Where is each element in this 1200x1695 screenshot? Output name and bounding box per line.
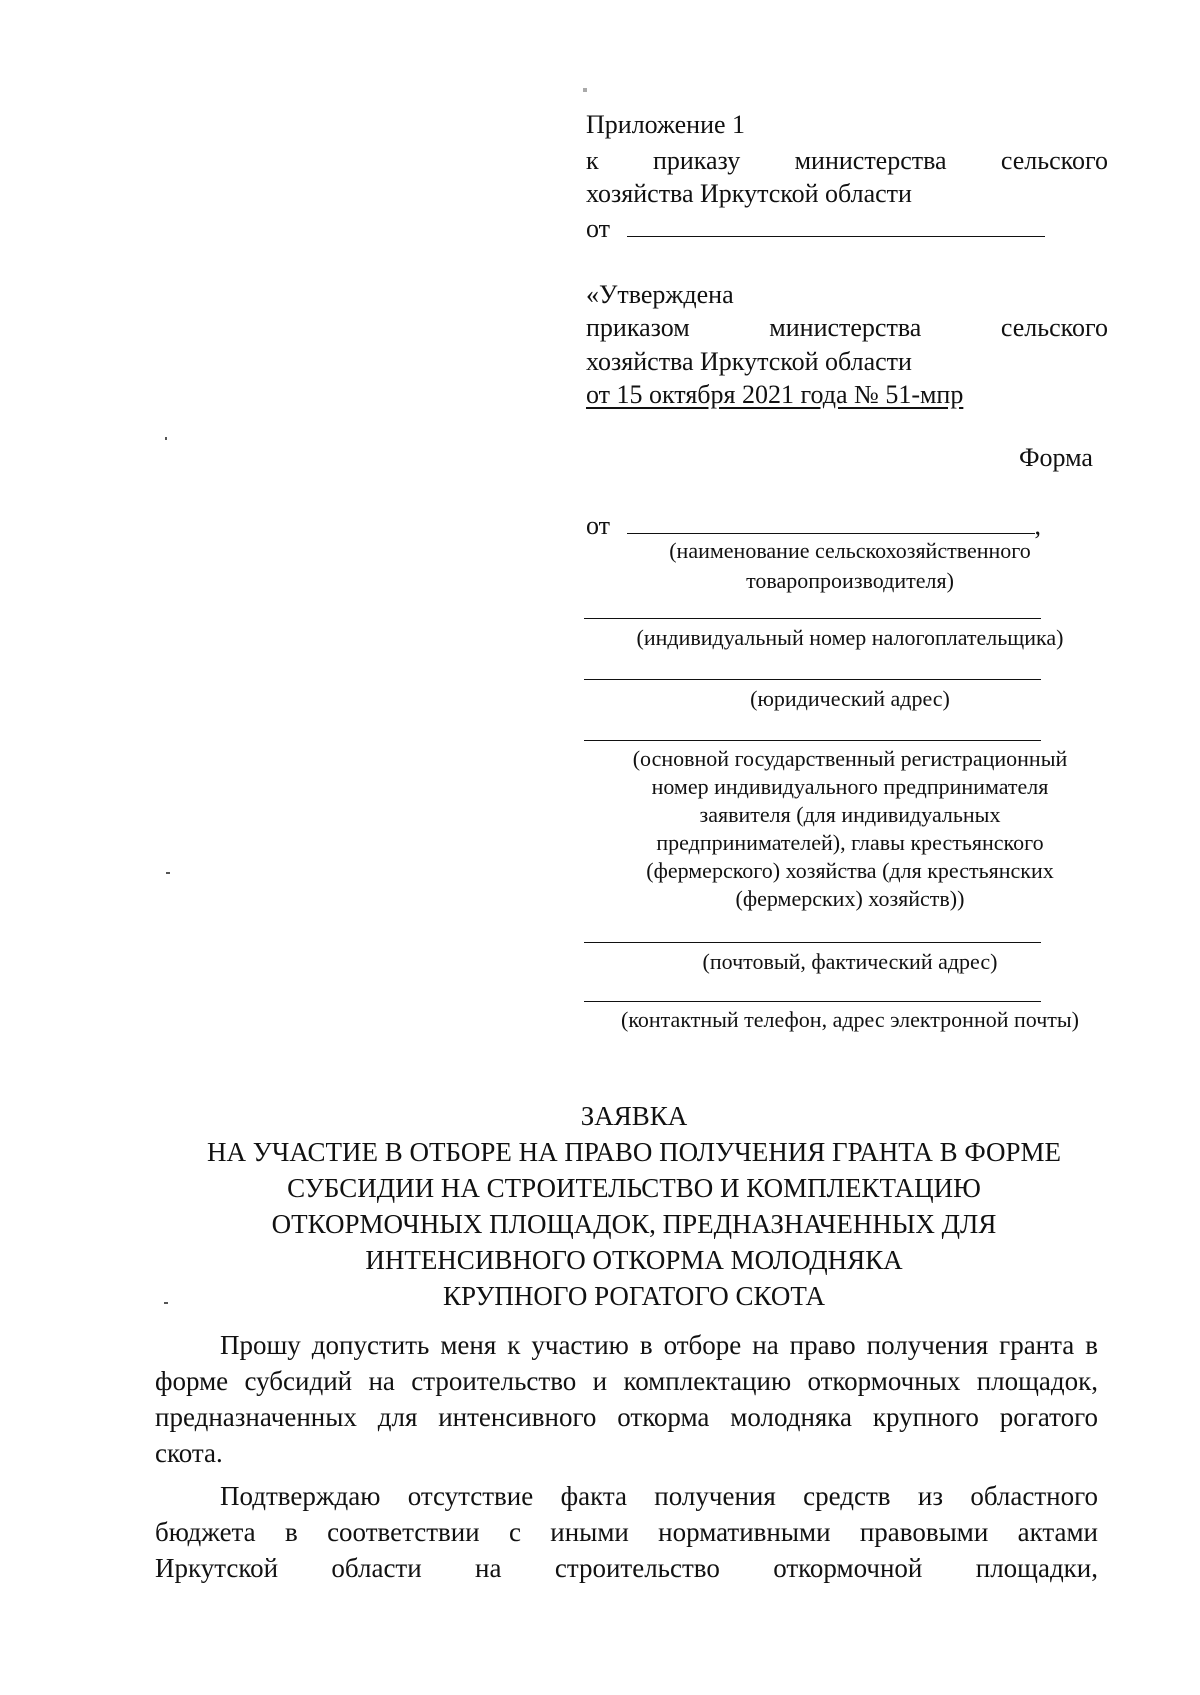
applicant-name-blank bbox=[627, 511, 1035, 534]
approved-heading: «Утверждена bbox=[586, 280, 734, 309]
ogrn-blank bbox=[584, 740, 1041, 741]
scan-speck bbox=[164, 1302, 168, 1304]
paragraph-confirmation-line3: Иркутской области на строительство откормочной площадки, bbox=[155, 1553, 1098, 1583]
postal-address-caption: (почтовый, фактический адрес) bbox=[702, 949, 998, 974]
title-line6: КРУПНОГО РОГАТОГО СКОТА bbox=[442, 1281, 826, 1311]
applicant-from-label: от bbox=[586, 511, 611, 540]
ogrn-caption-line1: (основной государственный регистрационный bbox=[632, 746, 1068, 771]
inn-caption: (индивидуальный номер налогоплательщика) bbox=[636, 625, 1064, 650]
paragraph-request-line4: скота. bbox=[155, 1438, 223, 1468]
ogrn-caption-line3: заявителя (для индивидуальных bbox=[699, 802, 1001, 827]
approved-order-line1: приказом министерства сельского bbox=[586, 313, 1108, 342]
applicant-caption-line1: (наименование сельскохозяйственного bbox=[669, 538, 1031, 563]
approved-order-date: от 15 октября 2021 года № 51-мпр bbox=[586, 380, 964, 409]
paragraph-request-line1: Прошу допустить меня к участию в отборе на право получения гранта в bbox=[220, 1330, 1098, 1360]
applicant-caption-line2: товаропроизводителя) bbox=[746, 568, 954, 593]
scan-speck bbox=[583, 88, 587, 92]
document-title bbox=[100, 1098, 1168, 1314]
appendix-order-line1: к приказу министерства сельского bbox=[586, 146, 1108, 175]
appendix-order-line2: хозяйства Иркутской области bbox=[586, 179, 912, 208]
title-line3: СУБСИДИИ НА СТРОИТЕЛЬСТВО И КОМПЛЕКТАЦИЮ bbox=[287, 1173, 981, 1203]
legal-address-caption: (юридический адрес) bbox=[750, 686, 950, 711]
paragraph-confirmation bbox=[155, 1478, 1098, 1586]
title-line5: ИНТЕНСИВНОГО ОТКОРМА МОЛОДНЯКА bbox=[365, 1245, 903, 1275]
postal-address-blank bbox=[584, 942, 1041, 943]
ogrn-caption-line4: предпринимателей), главы крестьянского bbox=[656, 830, 1044, 855]
contacts-caption: (контактный телефон, адрес электронной почты) bbox=[621, 1007, 1079, 1032]
inn-blank bbox=[584, 618, 1041, 619]
approved-order-line2: хозяйства Иркутской области bbox=[586, 347, 912, 376]
paragraph-confirmation-line2: бюджета в соответствии с иными нормативными правовыми актами bbox=[155, 1517, 1098, 1547]
scan-speck bbox=[165, 437, 167, 440]
form-label: Форма bbox=[1019, 443, 1093, 472]
applicant-from-comma: , bbox=[1034, 511, 1042, 540]
appendix-from-label: от bbox=[586, 214, 611, 243]
appendix-date-blank bbox=[627, 214, 1045, 237]
paragraph-request bbox=[155, 1327, 1098, 1471]
paragraph-request-line3: предназначенных для интенсивного откорма молодняка крупного рогатого bbox=[155, 1402, 1098, 1432]
ogrn-caption-line5: (фермерского) хозяйства (для крестьянских bbox=[646, 858, 1054, 883]
appendix-title: Приложение 1 bbox=[586, 110, 746, 139]
scan-speck bbox=[166, 872, 170, 874]
contacts-blank bbox=[584, 1001, 1041, 1002]
title-line1: ЗАЯВКА bbox=[580, 1101, 688, 1131]
ogrn-caption-line6: (фермерских) хозяйств)) bbox=[735, 886, 965, 911]
ogrn-caption-line2: номер индивидуального предпринимателя bbox=[651, 774, 1049, 799]
legal-address-blank bbox=[584, 679, 1041, 680]
appendix-date-line bbox=[586, 211, 1045, 247]
title-line4: ОТКОРМОЧНЫХ ПЛОЩАДОК, ПРЕДНАЗНАЧЕННЫХ ДЛЯ bbox=[271, 1209, 997, 1239]
paragraph-confirmation-line1: Подтверждаю отсутствие факта получения средств из областного bbox=[220, 1481, 1098, 1511]
title-line2: НА УЧАСТИЕ В ОТБОРЕ НА ПРАВО ПОЛУЧЕНИЯ ГРАНТА В ФОРМЕ bbox=[206, 1137, 1062, 1167]
paragraph-request-line2: форме субсидий на строительство и комплектацию откормочных площадок, bbox=[155, 1366, 1098, 1396]
